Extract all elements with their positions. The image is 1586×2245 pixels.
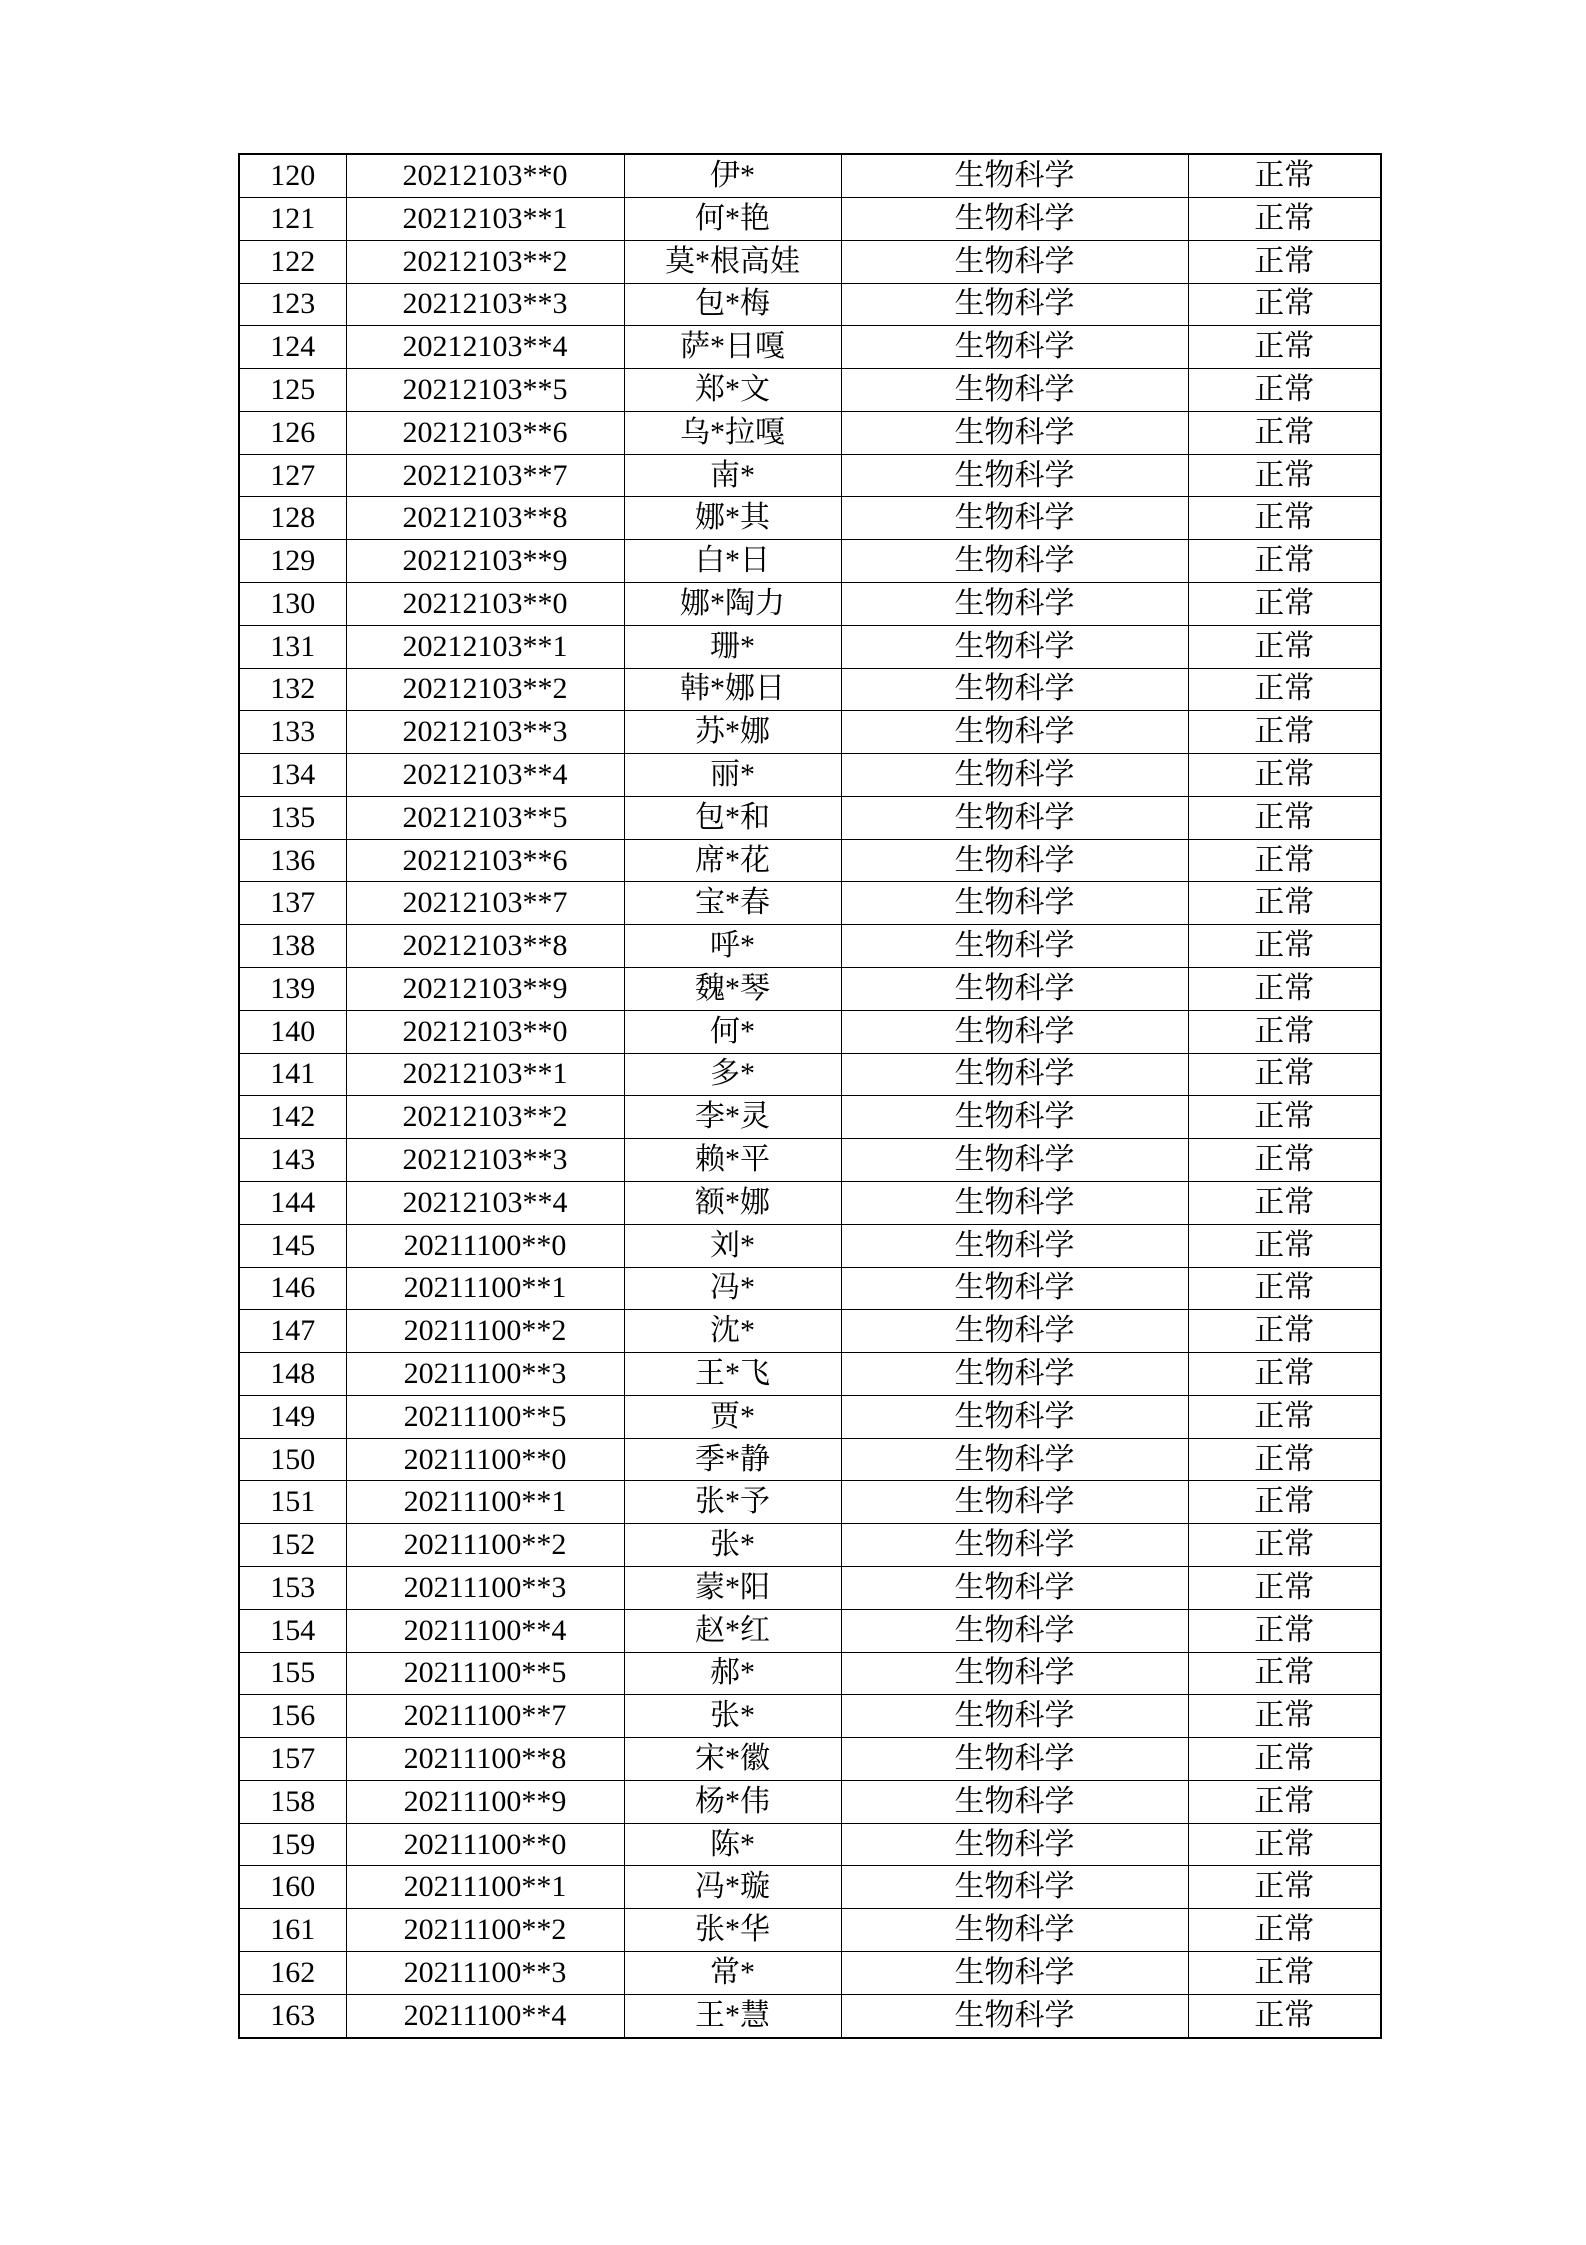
table-row: [239, 1866, 1381, 1909]
cell-name: 张*华: [624, 1909, 841, 1952]
cell-index: 135: [239, 796, 346, 839]
cell-major: 生物科学: [841, 411, 1188, 454]
cell-student-id: 20212103**3: [346, 711, 624, 754]
cell-major: 生物科学: [841, 197, 1188, 240]
cell-index: 120: [239, 154, 346, 197]
cell-status: 正常: [1188, 882, 1381, 925]
table-row: [239, 1952, 1381, 1995]
cell-status: 正常: [1188, 1695, 1381, 1738]
cell-status: 正常: [1188, 625, 1381, 668]
cell-major: 生物科学: [841, 1481, 1188, 1524]
cell-major: 生物科学: [841, 240, 1188, 283]
cell-major: 生物科学: [841, 497, 1188, 540]
cell-index: 155: [239, 1652, 346, 1695]
cell-major: 生物科学: [841, 1267, 1188, 1310]
table-row: [239, 1353, 1381, 1396]
cell-index: 140: [239, 1010, 346, 1053]
cell-major: 生物科学: [841, 711, 1188, 754]
cell-student-id: 20212103**3: [346, 1139, 624, 1182]
cell-major: 生物科学: [841, 668, 1188, 711]
cell-index: 122: [239, 240, 346, 283]
cell-name: 冯*璇: [624, 1866, 841, 1909]
cell-major: 生物科学: [841, 154, 1188, 197]
table-row: [239, 454, 1381, 497]
cell-index: 121: [239, 197, 346, 240]
cell-student-id: 20211100**2: [346, 1310, 624, 1353]
cell-status: 正常: [1188, 326, 1381, 369]
cell-student-id: 20211100**1: [346, 1267, 624, 1310]
cell-index: 162: [239, 1952, 346, 1995]
cell-student-id: 20212103**6: [346, 839, 624, 882]
cell-student-id: 20211100**5: [346, 1395, 624, 1438]
cell-name: 张*: [624, 1695, 841, 1738]
cell-index: 142: [239, 1096, 346, 1139]
cell-index: 145: [239, 1224, 346, 1267]
cell-name: 陈*: [624, 1823, 841, 1866]
cell-student-id: 20212103**4: [346, 754, 624, 797]
cell-name: 刘*: [624, 1224, 841, 1267]
cell-index: 129: [239, 540, 346, 583]
cell-status: 正常: [1188, 197, 1381, 240]
cell-student-id: 20211100**5: [346, 1652, 624, 1695]
cell-major: 生物科学: [841, 454, 1188, 497]
cell-major: 生物科学: [841, 968, 1188, 1011]
cell-major: 生物科学: [841, 1866, 1188, 1909]
cell-major: 生物科学: [841, 1353, 1188, 1396]
cell-status: 正常: [1188, 240, 1381, 283]
cell-index: 130: [239, 583, 346, 626]
cell-student-id: 20212103**9: [346, 540, 624, 583]
cell-name: 杨*伟: [624, 1780, 841, 1823]
table-row: [239, 283, 1381, 326]
cell-student-id: 20212103**4: [346, 326, 624, 369]
cell-index: 136: [239, 839, 346, 882]
cell-student-id: 20211100**0: [346, 1224, 624, 1267]
table-row: [239, 326, 1381, 369]
cell-status: 正常: [1188, 1524, 1381, 1567]
cell-index: 127: [239, 454, 346, 497]
table-row: [239, 540, 1381, 583]
cell-major: 生物科学: [841, 1823, 1188, 1866]
table-row: [239, 154, 1381, 197]
cell-student-id: 20212103**8: [346, 925, 624, 968]
cell-student-id: 20212103**1: [346, 625, 624, 668]
cell-major: 生物科学: [841, 1139, 1188, 1182]
cell-status: 正常: [1188, 1652, 1381, 1695]
cell-name: 王*慧: [624, 1994, 841, 2038]
cell-name: 张*予: [624, 1481, 841, 1524]
cell-student-id: 20212103**2: [346, 240, 624, 283]
cell-status: 正常: [1188, 497, 1381, 540]
cell-status: 正常: [1188, 154, 1381, 197]
cell-name: 张*: [624, 1524, 841, 1567]
cell-student-id: 20212103**0: [346, 154, 624, 197]
cell-status: 正常: [1188, 1994, 1381, 2038]
table-row: [239, 1481, 1381, 1524]
cell-name: 莫*根高娃: [624, 240, 841, 283]
cell-status: 正常: [1188, 583, 1381, 626]
cell-major: 生物科学: [841, 882, 1188, 925]
table-row: [239, 1395, 1381, 1438]
cell-major: 生物科学: [841, 1695, 1188, 1738]
cell-status: 正常: [1188, 1139, 1381, 1182]
cell-status: 正常: [1188, 1909, 1381, 1952]
cell-student-id: 20211100**3: [346, 1952, 624, 1995]
cell-student-id: 20212103**2: [346, 1096, 624, 1139]
cell-major: 生物科学: [841, 583, 1188, 626]
table-row: [239, 711, 1381, 754]
cell-status: 正常: [1188, 711, 1381, 754]
cell-status: 正常: [1188, 454, 1381, 497]
cell-major: 生物科学: [841, 1952, 1188, 1995]
cell-name: 呼*: [624, 925, 841, 968]
cell-status: 正常: [1188, 968, 1381, 1011]
table-row: [239, 1994, 1381, 2038]
cell-status: 正常: [1188, 796, 1381, 839]
cell-status: 正常: [1188, 1952, 1381, 1995]
table-row: [239, 668, 1381, 711]
cell-name: 魏*琴: [624, 968, 841, 1011]
cell-name: 萨*日嘎: [624, 326, 841, 369]
table-row: [239, 1438, 1381, 1481]
cell-student-id: 20212103**6: [346, 411, 624, 454]
cell-major: 生物科学: [841, 1224, 1188, 1267]
table-row: [239, 1139, 1381, 1182]
cell-index: 146: [239, 1267, 346, 1310]
cell-student-id: 20211100**3: [346, 1353, 624, 1396]
cell-index: 143: [239, 1139, 346, 1182]
cell-major: 生物科学: [841, 1053, 1188, 1096]
cell-major: 生物科学: [841, 796, 1188, 839]
cell-student-id: 20212103**3: [346, 283, 624, 326]
cell-index: 132: [239, 668, 346, 711]
cell-index: 144: [239, 1181, 346, 1224]
cell-student-id: 20211100**4: [346, 1609, 624, 1652]
table-row: [239, 839, 1381, 882]
cell-major: 生物科学: [841, 1738, 1188, 1781]
cell-status: 正常: [1188, 540, 1381, 583]
table-row: [239, 1566, 1381, 1609]
cell-student-id: 20211100**0: [346, 1438, 624, 1481]
cell-name: 何*艳: [624, 197, 841, 240]
cell-name: 珊*: [624, 625, 841, 668]
cell-index: 152: [239, 1524, 346, 1567]
cell-index: 149: [239, 1395, 346, 1438]
table-row: [239, 796, 1381, 839]
cell-major: 生物科学: [841, 1994, 1188, 2038]
cell-index: 157: [239, 1738, 346, 1781]
cell-name: 丽*: [624, 754, 841, 797]
cell-student-id: 20211100**1: [346, 1481, 624, 1524]
cell-index: 163: [239, 1994, 346, 2038]
cell-name: 白*日: [624, 540, 841, 583]
cell-major: 生物科学: [841, 1310, 1188, 1353]
cell-index: 123: [239, 283, 346, 326]
cell-index: 158: [239, 1780, 346, 1823]
cell-name: 季*静: [624, 1438, 841, 1481]
cell-status: 正常: [1188, 1181, 1381, 1224]
cell-major: 生物科学: [841, 283, 1188, 326]
cell-status: 正常: [1188, 839, 1381, 882]
cell-student-id: 20211100**2: [346, 1909, 624, 1952]
cell-student-id: 20212103**5: [346, 369, 624, 412]
cell-status: 正常: [1188, 1566, 1381, 1609]
cell-name: 郑*文: [624, 369, 841, 412]
cell-index: 137: [239, 882, 346, 925]
table-row: [239, 1823, 1381, 1866]
cell-status: 正常: [1188, 1010, 1381, 1053]
cell-student-id: 20212103**0: [346, 1010, 624, 1053]
cell-student-id: 20211100**4: [346, 1994, 624, 2038]
cell-name: 常*: [624, 1952, 841, 1995]
student-roster-table-body: [239, 154, 1381, 2038]
cell-status: 正常: [1188, 668, 1381, 711]
cell-name: 席*花: [624, 839, 841, 882]
cell-index: 159: [239, 1823, 346, 1866]
cell-index: 131: [239, 625, 346, 668]
cell-name: 王*飞: [624, 1353, 841, 1396]
cell-status: 正常: [1188, 1096, 1381, 1139]
cell-index: 153: [239, 1566, 346, 1609]
cell-major: 生物科学: [841, 1395, 1188, 1438]
cell-status: 正常: [1188, 1267, 1381, 1310]
cell-major: 生物科学: [841, 1780, 1188, 1823]
table-row: [239, 1310, 1381, 1353]
table-row: [239, 1609, 1381, 1652]
cell-status: 正常: [1188, 1780, 1381, 1823]
table-row: [239, 197, 1381, 240]
cell-status: 正常: [1188, 1823, 1381, 1866]
cell-name: 苏*娜: [624, 711, 841, 754]
table-row: [239, 1224, 1381, 1267]
table-row: [239, 625, 1381, 668]
cell-name: 南*: [624, 454, 841, 497]
cell-student-id: 20212103**2: [346, 668, 624, 711]
cell-index: 151: [239, 1481, 346, 1524]
cell-name: 宝*春: [624, 882, 841, 925]
cell-name: 冯*: [624, 1267, 841, 1310]
cell-name: 伊*: [624, 154, 841, 197]
table-row: [239, 1267, 1381, 1310]
cell-index: 141: [239, 1053, 346, 1096]
cell-name: 贾*: [624, 1395, 841, 1438]
cell-name: 包*梅: [624, 283, 841, 326]
cell-student-id: 20212103**1: [346, 197, 624, 240]
cell-student-id: 20212103**0: [346, 583, 624, 626]
cell-index: 133: [239, 711, 346, 754]
cell-index: 134: [239, 754, 346, 797]
cell-major: 生物科学: [841, 1609, 1188, 1652]
cell-index: 154: [239, 1609, 346, 1652]
table-row: [239, 1010, 1381, 1053]
table-row: [239, 925, 1381, 968]
cell-student-id: 20212103**7: [346, 454, 624, 497]
cell-index: 138: [239, 925, 346, 968]
table-row: [239, 240, 1381, 283]
table-row: [239, 1695, 1381, 1738]
cell-student-id: 20212103**4: [346, 1181, 624, 1224]
cell-major: 生物科学: [841, 1652, 1188, 1695]
cell-major: 生物科学: [841, 625, 1188, 668]
cell-status: 正常: [1188, 1224, 1381, 1267]
cell-name: 娜*陶力: [624, 583, 841, 626]
table-row: [239, 1524, 1381, 1567]
table-row: [239, 968, 1381, 1011]
table-row: [239, 1181, 1381, 1224]
cell-major: 生物科学: [841, 925, 1188, 968]
cell-student-id: 20211100**9: [346, 1780, 624, 1823]
cell-name: 宋*徽: [624, 1738, 841, 1781]
cell-major: 生物科学: [841, 369, 1188, 412]
cell-student-id: 20211100**1: [346, 1866, 624, 1909]
cell-index: 150: [239, 1438, 346, 1481]
cell-student-id: 20212103**8: [346, 497, 624, 540]
cell-student-id: 20212103**5: [346, 796, 624, 839]
table-row: [239, 1780, 1381, 1823]
cell-status: 正常: [1188, 754, 1381, 797]
cell-major: 生物科学: [841, 754, 1188, 797]
cell-name: 李*灵: [624, 1096, 841, 1139]
table-row: [239, 1096, 1381, 1139]
cell-status: 正常: [1188, 1738, 1381, 1781]
cell-index: 161: [239, 1909, 346, 1952]
table-row: [239, 369, 1381, 412]
cell-status: 正常: [1188, 1053, 1381, 1096]
cell-major: 生物科学: [841, 540, 1188, 583]
cell-student-id: 20212103**1: [346, 1053, 624, 1096]
cell-status: 正常: [1188, 369, 1381, 412]
cell-status: 正常: [1188, 283, 1381, 326]
cell-index: 126: [239, 411, 346, 454]
cell-index: 147: [239, 1310, 346, 1353]
cell-student-id: 20211100**8: [346, 1738, 624, 1781]
cell-name: 沈*: [624, 1310, 841, 1353]
cell-name: 赵*红: [624, 1609, 841, 1652]
cell-index: 148: [239, 1353, 346, 1396]
cell-major: 生物科学: [841, 1181, 1188, 1224]
cell-index: 156: [239, 1695, 346, 1738]
cell-index: 125: [239, 369, 346, 412]
cell-major: 生物科学: [841, 326, 1188, 369]
cell-status: 正常: [1188, 1395, 1381, 1438]
cell-status: 正常: [1188, 1310, 1381, 1353]
cell-status: 正常: [1188, 925, 1381, 968]
table-row: [239, 583, 1381, 626]
cell-student-id: 20211100**3: [346, 1566, 624, 1609]
cell-name: 额*娜: [624, 1181, 841, 1224]
table-row: [239, 411, 1381, 454]
cell-status: 正常: [1188, 1866, 1381, 1909]
cell-name: 韩*娜日: [624, 668, 841, 711]
cell-student-id: 20211100**0: [346, 1823, 624, 1866]
cell-name: 赖*平: [624, 1139, 841, 1182]
cell-name: 蒙*阳: [624, 1566, 841, 1609]
cell-name: 何*: [624, 1010, 841, 1053]
cell-index: 139: [239, 968, 346, 1011]
cell-major: 生物科学: [841, 1524, 1188, 1567]
cell-status: 正常: [1188, 1438, 1381, 1481]
cell-name: 娜*其: [624, 497, 841, 540]
cell-major: 生物科学: [841, 1438, 1188, 1481]
table-row: [239, 1652, 1381, 1695]
cell-major: 生物科学: [841, 1096, 1188, 1139]
student-roster-table: [238, 153, 1382, 2039]
table-row: [239, 1738, 1381, 1781]
cell-major: 生物科学: [841, 1566, 1188, 1609]
cell-major: 生物科学: [841, 1010, 1188, 1053]
cell-student-id: 20211100**2: [346, 1524, 624, 1567]
cell-index: 128: [239, 497, 346, 540]
table-row: [239, 1909, 1381, 1952]
cell-major: 生物科学: [841, 839, 1188, 882]
cell-status: 正常: [1188, 1609, 1381, 1652]
cell-major: 生物科学: [841, 1909, 1188, 1952]
cell-student-id: 20212103**7: [346, 882, 624, 925]
cell-index: 160: [239, 1866, 346, 1909]
cell-name: 多*: [624, 1053, 841, 1096]
cell-name: 郝*: [624, 1652, 841, 1695]
cell-name: 乌*拉嘎: [624, 411, 841, 454]
cell-index: 124: [239, 326, 346, 369]
table-row: [239, 882, 1381, 925]
table-row: [239, 1053, 1381, 1096]
table-row: [239, 497, 1381, 540]
cell-name: 包*和: [624, 796, 841, 839]
cell-status: 正常: [1188, 1481, 1381, 1524]
cell-student-id: 20211100**7: [346, 1695, 624, 1738]
cell-status: 正常: [1188, 1353, 1381, 1396]
table-row: [239, 754, 1381, 797]
cell-student-id: 20212103**9: [346, 968, 624, 1011]
cell-status: 正常: [1188, 411, 1381, 454]
